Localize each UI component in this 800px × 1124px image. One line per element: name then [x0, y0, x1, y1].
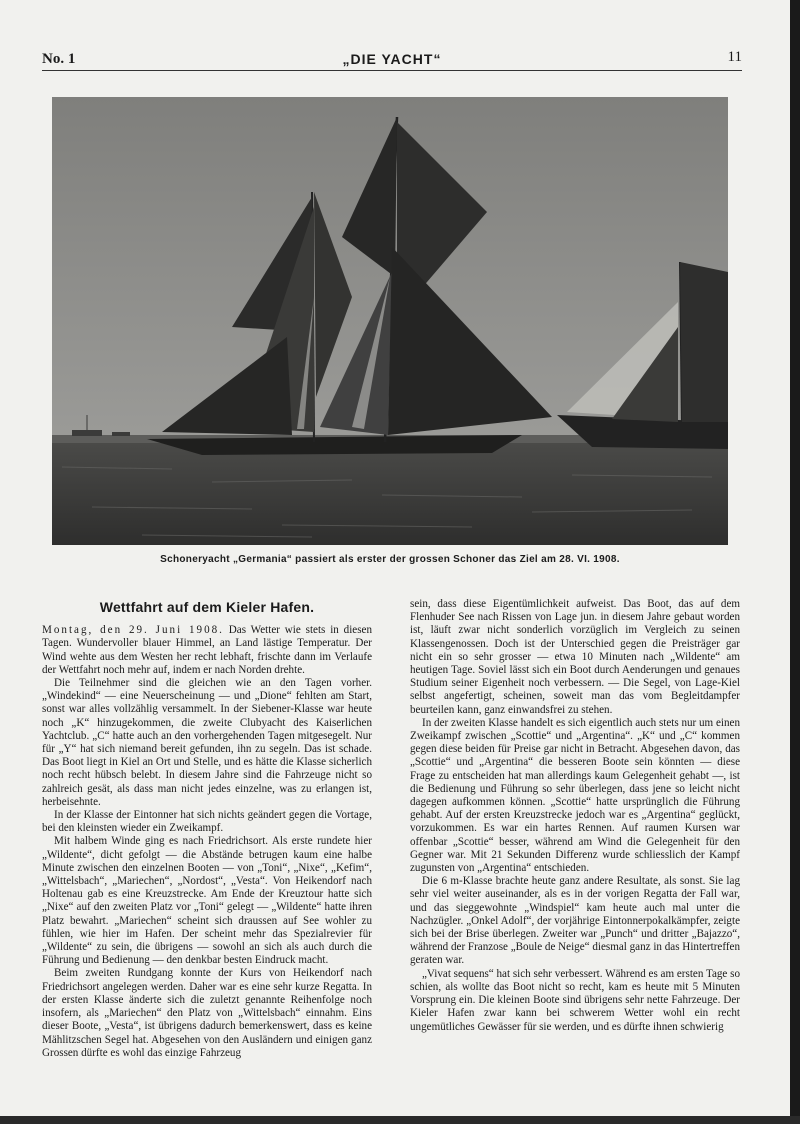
paragraph-text: Das Wetter wie stets in diesen Tagen. Wundervoller blauer Himmel, an Land lästige Temperatur. Der Wind wehte aus dem Westen her recht lebhaft, frischte dann im Verlaufe der Wettfahrt noch mehr auf, indem er nach Norden drehte. — [42, 624, 372, 676]
article-title: Wettfahrt auf dem Kieler Hafen. — [99, 599, 315, 615]
article-paragraph: Die 6 m-Klasse brachte heute ganz andere Resultate, als sonst. Sie lag sehr viel weiter auseinander, als es in der vorigen Regatta der Fall war, und das sieggewohnte „Windspiel“ kam heute auch mal unter die Nachzügler. „Onkel Adolf“, der vorjährige Eintonnerpokalkämpfer, zeigte sich bei der Brise überlegen. Zweiter war „Punch“ und dritter „Bajazzo“, während der Franzose „Boule de Neige“ diesmal ganz in das Hintertreffen geraten war. — [410, 875, 741, 967]
photo-caption: Schoneryacht „Germania“ passiert als erster der grossen Schoner das Ziel am 28. VI. 1908. — [160, 554, 620, 565]
issue-number: No. 1 — [42, 51, 76, 67]
date-lead: Montag, den 29. Juni 1908. — [42, 624, 224, 637]
header-rule — [42, 70, 742, 71]
scan-edge-right — [790, 0, 800, 1124]
article-paragraph: In der zweiten Klasse handelt es sich eigentlich auch stets nur um einen Zweikampf zwischen „Scottie“ und „Argentina“. „K“ und „C“ kommen gegen diese beiden für Preise gar nicht in Betracht. Abgesehen davon, das „Scottie“ und „Argentina“ die besseren Boote sein könnten — diese Frage zu entscheiden hat man allerdings kaum Gelegenheit gehabt —, ist die Bedienung und Führung so sehr überlegen, dass jene so leicht nicht dagegen aufkommen können. „Scottie“ hatte ursprünglich die Führung gehabt. Auf der ersten Kreuzstrecke jedoch war es „Argentina“ geglückt, vorzukommen. Es war ein hartes Rennen. Auf raumen Kursen war offenbar „Scottie“ besser, während am Wind die Gelegenheit für den Gegner war. Mit 21 Sekunden Differenz wurde schliesslich der Kampf zugunsten von „Argentina“ entschieden. — [410, 716, 740, 875]
schooner-photograph — [52, 97, 728, 545]
article-column-right — [410, 598, 740, 1034]
schooner-illustration — [52, 97, 728, 545]
article-paragraph: Beim zweiten Rundgang konnte der Kurs von Heikendorf nach Friedrichsort angelegen werden. Daher war es eine sehr kurze Regatta. In der ersten Klasse änderte sich die zuletzt genannte Reihenfolge noch insofern, als „Mariechen“ den Platz von „Wittelsbach“ einnahm. Eins dieser Boote, „Vesta“, ist übrigens dadurch bemerkenswert, dass es keine Mählitzschen Segel hat. Abgesehen von den Ausländern und einigen ganz Grossen dürfte es wohl das einzige Fahrzeug — [42, 967, 372, 1059]
article-paragraph: In der Klasse der Eintonner hat sich nichts geändert gegen die Vortage, bei den kleinsten wieder ein Zweikampf. — [42, 809, 372, 835]
page-number: 11 — [727, 49, 742, 65]
scan-edge-bottom — [0, 1116, 800, 1124]
article-paragraph: Mit halbem Winde ging es nach Friedrichsort. Als erste rundete hier „Wildente“, dicht gefolgt — die Abstände betrugen kaum eine halbe Minute zwischen den einzelnen Booten — von „Toni“, „Nixe“, „Kefim“, „Wittelsbach“, „Mariechen“, „Nordost“, „Vesta“. Von Heikendorf nach Holtenau gab es eine Kreuzstrecke. Am Ende der Kreuztour hatte sich „Nixe“ auf den zweiten Platz vor „Toni“ gelegt — „Wildente“ hatte ihren Platz bewahrt. „Mariechen“ scheint sich draussen auf See wohler zu fühlen, wie hier im Hafen. Der scheint mehr das Spezialrevier für „Wildente“ zu sein, die übrigens — sowohl an sich als auch durch die Führung und Bedienung — den denkbar besten Eindruck macht. — [42, 835, 372, 967]
article-paragraph: sein, dass diese Eigentümlichkeit aufweist. Das Boot, das auf dem Flenhuder See nach Rissen von Lage jun. in diesem Jahre gebaut worden ist, läuft zwar nicht sonderlich vorzüglich im Vergleich zu seinen Klassengenossen. Doch ist der Unterschied gegen die Preisträger gar nicht ein so sehr grosser — etwa 10 Minuten nach „Wildente“ am heutigen Tage. Soviel lässt sich ein Boot durch Aenderungen und genaues Studium seiner Eigenheit noch verbessern. — Die Segel, von Lage-Kiel selbst angefertigt, scheinen, soweit man das vom Begleitdampfer beurteilen kann, ganz einwandsfrei zu stehen. — [410, 598, 740, 716]
article-paragraph: Die Teilnehmer sind die gleichen wie an den Tagen vorher. „Windekind“ — eine Neuerscheinung — und „Dione“ fehlten am Start, sonst war alles vollzählig versammelt. In der Siebener-Klasse war heute noch „K“ hinzugekommen, die zweite Clubyacht des Kaiserlichen Yachtclub. „C“ hatte auch an den vorhergehenden Tagen mitgesegelt. Nur für „Y“ hat sich niemand bereit gefunden, ihn zu segeln. Das ist schade. Das Boot liegt in Kiel an Ort und Stelle, und es hätte die Klasse sicherlich noch recht hübsch belebt. In diesem Jahre sind die Fahrzeuge nicht so zahlreich gesät, als dass man nicht jedes einzelne, was zu erlangen ist, herbeisehnte. — [42, 677, 372, 808]
page-header — [42, 47, 742, 69]
article-paragraph: „Vivat sequens“ hat sich sehr verbessert. Während es am ersten Tage so schien, als wollte das Boot nicht so recht, kam es heute mit 5 Minuten Vorsprung ein. Die kleinen Boote sind übrigens sehr nette Fahrzeuge. Der Kieler Hafen zwar kann bei schwerem Wetter wohl ein recht ungemütliches Gewässer für sie werden, und es dürfte ihnen schwierig — [410, 967, 740, 1033]
article-paragraph — [42, 624, 372, 677]
article-column-left — [42, 598, 372, 1060]
magazine-title: „DIE YACHT“ — [342, 51, 442, 67]
